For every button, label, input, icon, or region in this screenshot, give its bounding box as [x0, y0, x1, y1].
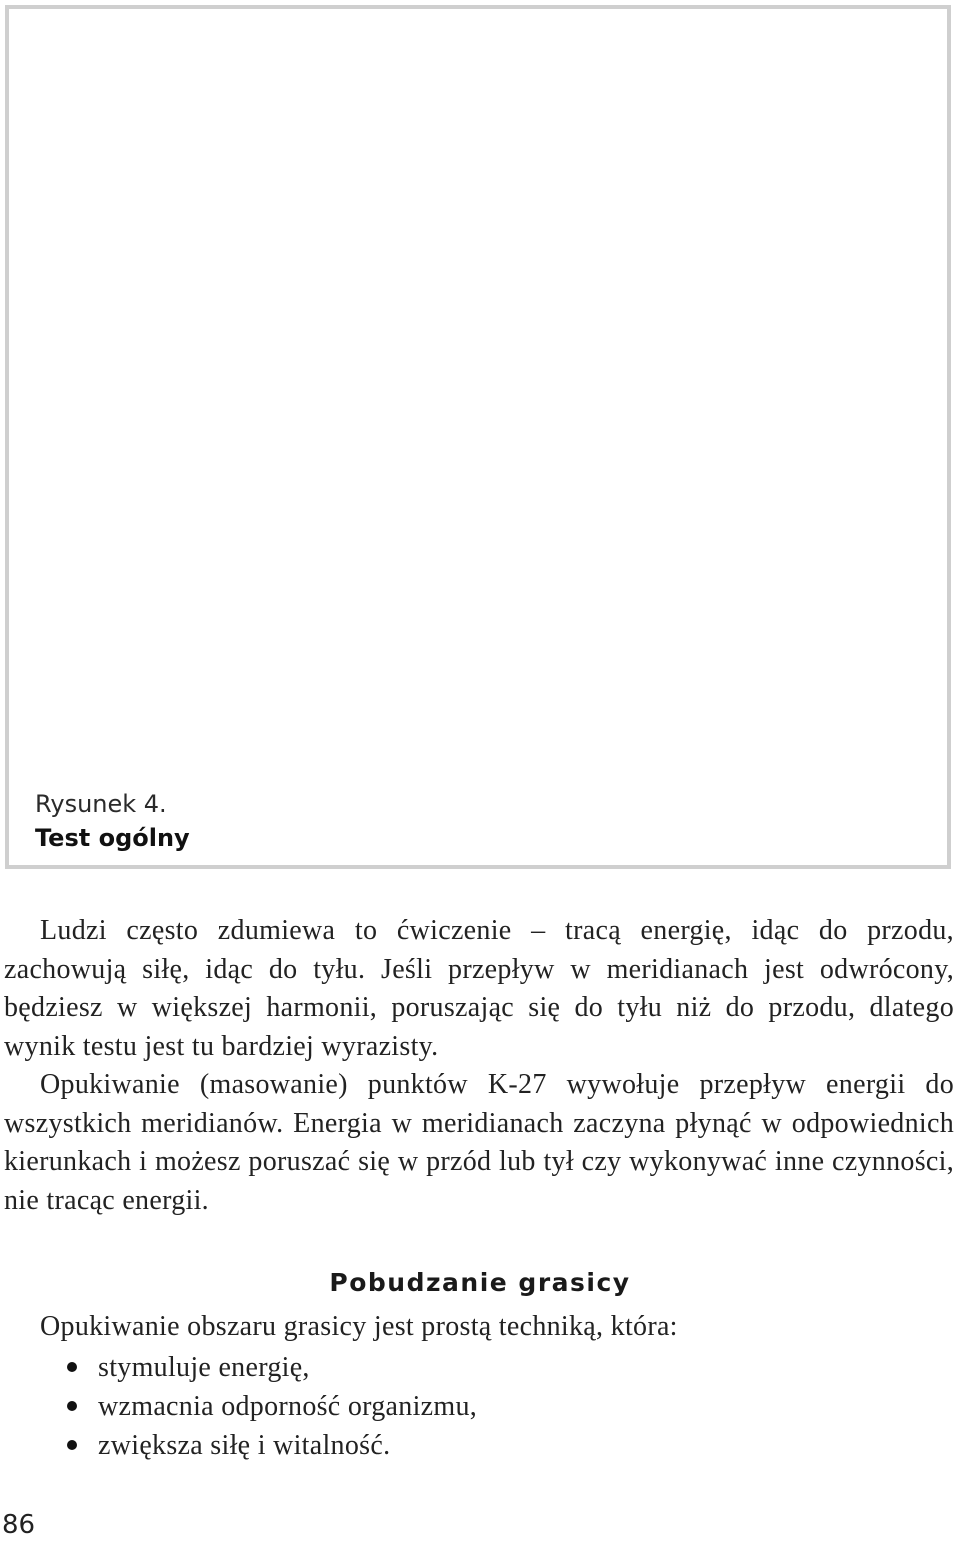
bullet-list: [60, 1348, 477, 1465]
list-item-text: stymuluje energię,: [98, 1352, 310, 1383]
list-item: [60, 1387, 477, 1426]
list-item-text: zwiększa siłę i witalność.: [98, 1430, 391, 1461]
list-item-text: wzmacnia odporność organizmu,: [98, 1391, 478, 1422]
section-heading: Pobudzanie grasicy: [329, 1268, 631, 1297]
list-item: [60, 1426, 477, 1465]
list-item: [60, 1348, 477, 1387]
figure-caption-number: Rysunek 4.: [35, 790, 167, 818]
figure-frame: [5, 5, 951, 869]
body-text: [4, 912, 954, 1220]
figure-caption: [35, 787, 190, 855]
paragraph: Opukiwanie (masowanie) punktów K-27 wywołuje przepływ energii do wszystkich meridianów. Energia w meridianach zaczyna płynąć w odpowiednich kierunkach i możesz poruszać się w przód lub tył czy wykonywać inne czynności, nie tracąc energii.: [4, 1069, 954, 1216]
figure-caption-title: Test ogólny: [35, 824, 190, 852]
bullet-icon: [67, 1401, 77, 1411]
paragraph: Ludzi często zdumiewa to ćwiczenie – tracą energię, idąc do przodu, zachowują siłę, idąc do tyłu. Jeśli przepływ w meridianach jest odwrócony, będziesz w większej harmonii, poruszając się do tyłu niż do przodu, dlatego wynik testu jest tu bardziej wyrazisty.: [4, 915, 954, 1062]
page-number: 86: [2, 1510, 36, 1540]
section-intro: Opukiwanie obszaru grasicy jest prostą techniką, która:: [40, 1311, 678, 1342]
bullet-icon: [67, 1440, 77, 1450]
bullet-icon: [67, 1362, 77, 1372]
